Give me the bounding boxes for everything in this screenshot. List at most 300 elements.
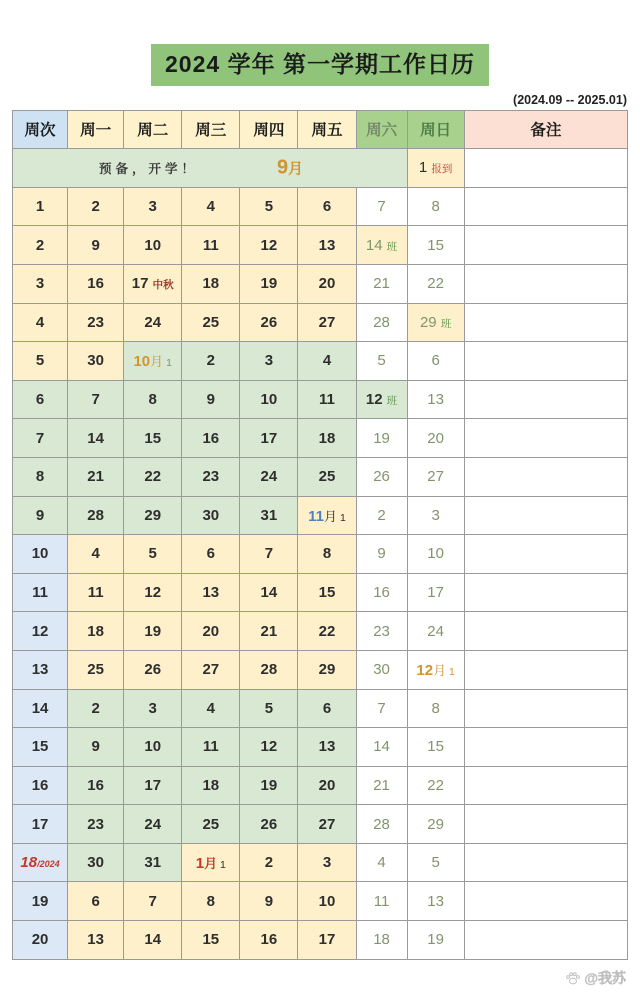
day-cell [124,650,182,689]
september-banner-cell [13,149,408,188]
day-cell [240,535,298,574]
text-part: 4 [206,699,215,717]
text-part: 9 [264,892,274,910]
day-cell [124,226,182,265]
day-cell [356,535,407,574]
text-part: 5 [264,198,274,216]
text-part: 2 [206,352,215,370]
text-part: 14 [260,584,278,602]
text-part: 9 [35,506,45,524]
week-number-cell [13,650,68,689]
text-part: 24 [260,468,278,486]
day-cell [240,187,298,226]
text-part: 9 [377,545,386,563]
text-part: 29 [144,506,162,524]
day-cell [68,650,124,689]
text-part: 8 [322,545,332,563]
column-header: 周次 [13,110,68,149]
text-part: 25 [202,815,220,833]
text-part: 17 [144,776,162,794]
day-cell [298,226,356,265]
text-part: 23 [87,815,104,833]
day-cell [356,766,407,805]
day-cell [68,496,124,535]
day-cell [407,342,464,381]
week-row [13,419,628,458]
week-number-cell [13,496,68,535]
day-cell [124,882,182,921]
day-cell [407,496,464,535]
text-part: 18 [318,429,336,447]
week-row [13,921,628,960]
text-part: 21 [87,468,104,486]
text-part: 8 [148,391,157,409]
week-number-cell [13,303,68,342]
banner-note: 预备，开学！ [99,161,199,176]
text-part: 月 [204,856,218,872]
text-part: 29 [318,661,336,679]
day-cell [356,380,407,419]
day-cell [240,380,298,419]
text-part: 26 [260,313,278,331]
paw-icon [565,970,581,986]
title-bar [0,44,640,86]
remark-cell [464,843,627,882]
text-part: 19 [144,622,162,640]
day-cell [68,535,124,574]
text-part: 9 [91,236,100,254]
text-part: 13 [318,738,336,756]
text-part: 22 [318,622,336,640]
remark-cell [464,921,627,960]
day-cell [68,728,124,767]
text-part: 30 [87,854,104,872]
day-cell [298,612,356,651]
text-part: 5 [377,352,386,370]
day-cell [124,689,182,728]
remark-cell [464,342,627,381]
day-cell [298,728,356,767]
remark-cell [464,496,627,535]
day-cell [182,342,240,381]
day-cell [240,264,298,303]
text-part: 14 [365,236,387,254]
day-cell [182,226,240,265]
text-part: 13 [427,892,444,910]
text-part: 15 [202,931,220,949]
text-part: 15 [144,429,162,447]
text-part: 3 [148,699,157,717]
week-number-cell [13,766,68,805]
text-part: 22 [427,776,444,794]
day-cell [356,921,407,960]
text-part: 31 [144,854,162,872]
text-part: 2 [91,198,100,216]
week-row [13,573,628,612]
text-part: 3 [431,506,440,524]
day-cell [124,612,182,651]
text-part: 28 [373,815,390,833]
day-cell [182,496,240,535]
day-cell [407,535,464,574]
column-header: 周五 [298,110,356,149]
text-part: 20 [31,931,49,949]
text-part: 20 [318,776,336,794]
text-part: 14 [373,738,390,756]
remark-cell [464,149,627,188]
day-cell [407,843,464,882]
day-cell [68,766,124,805]
text-part: 10 [31,545,49,563]
day-cell [68,612,124,651]
week-row [13,342,628,381]
text-part: 1 [446,666,455,679]
day-cell [356,843,407,882]
text-part: 30 [373,661,390,679]
text-part: 3 [322,854,332,872]
day-cell [298,264,356,303]
day-cell [407,226,464,265]
text-part: 16 [202,429,220,447]
text-part: 10 [144,738,162,756]
text-part: 16 [31,776,49,794]
text-part: 5 [35,352,45,370]
day-cell [356,342,407,381]
day-cell [407,149,464,188]
text-part: 6 [206,545,215,563]
day-cell [182,921,240,960]
day-cell [124,535,182,574]
week-row [13,535,628,574]
day-cell [182,303,240,342]
day-cell [298,535,356,574]
text-part: 13 [202,584,220,602]
text-part: 25 [202,313,220,331]
week-row [13,843,628,882]
week-number-cell [13,921,68,960]
week-number-cell [13,380,68,419]
day-cell [356,805,407,844]
text-part: 24 [144,815,162,833]
week-row [13,226,628,265]
text-part: 2 [264,854,274,872]
text-part: 26 [373,468,390,486]
text-part: 21 [373,275,390,293]
text-part: 10 [260,391,278,409]
text-part: 19 [260,776,278,794]
day-cell [68,457,124,496]
text-part: 13 [427,391,444,409]
day-cell [182,843,240,882]
week-row [13,496,628,535]
text-part: 29 [427,815,444,833]
day-cell [68,805,124,844]
day-cell [68,882,124,921]
calendar-body [13,149,628,959]
text-part: 30 [202,506,220,524]
day-cell [124,457,182,496]
text-part: 4 [91,545,100,563]
text-part: 19 [260,275,278,293]
day-cell [240,419,298,458]
day-cell [240,882,298,921]
day-cell [124,766,182,805]
text-part: 28 [260,661,278,679]
remark-cell [464,303,627,342]
text-part: 5 [431,854,440,872]
day-cell [356,303,407,342]
remark-cell [464,766,627,805]
week-number-cell [13,805,68,844]
text-part: 7 [35,429,45,447]
text-part: 8 [431,198,440,216]
text-part: 23 [373,622,390,640]
text-part: 17 [318,931,336,949]
day-cell [182,882,240,921]
week-number-cell [13,342,68,381]
text-part: 26 [144,661,162,679]
text-part: 4 [35,313,45,331]
day-cell [407,805,464,844]
text-part: 2 [35,236,45,254]
text-part: 26 [260,815,278,833]
day-cell [124,921,182,960]
day-cell [240,342,298,381]
text-part: 16 [373,584,390,602]
header-row [13,110,628,149]
day-cell [124,805,182,844]
day-cell [240,457,298,496]
text-part: 27 [318,815,336,833]
day-cell [124,496,182,535]
week-number-cell [13,882,68,921]
day-cell [356,264,407,303]
text-part: 班 [440,317,452,330]
day-cell [356,650,407,689]
day-cell [124,342,182,381]
remark-cell [464,728,627,767]
text-part: 12 [260,236,278,254]
text-part: 中秋 [152,279,174,292]
text-part: 15 [427,738,444,756]
text-part: 6 [91,892,100,910]
day-cell [68,303,124,342]
day-cell [356,573,407,612]
text-part: 10 [133,353,151,371]
week-number-cell [13,226,68,265]
text-part: 25 [87,661,104,679]
text-part: 7 [264,545,274,563]
week-number-cell [13,264,68,303]
text-part: 16 [87,776,104,794]
text-part: 4 [377,854,386,872]
day-cell [182,419,240,458]
text-part: 19 [31,892,49,910]
day-cell [68,921,124,960]
day-cell [182,766,240,805]
text-part: 10 [318,892,336,910]
day-cell [182,612,240,651]
text-part: 9 [277,156,289,179]
text-part: 2 [91,699,100,717]
day-cell [407,380,464,419]
column-header: 周四 [240,110,298,149]
text-part: 5 [148,545,157,563]
day-cell [68,843,124,882]
remark-cell [464,805,627,844]
text-part: 月 [433,663,447,679]
day-cell [182,187,240,226]
day-cell [124,419,182,458]
week-row [13,187,628,226]
week-number-cell [13,689,68,728]
text-part: 6 [322,198,332,216]
day-cell [240,612,298,651]
day-cell [124,843,182,882]
day-cell [124,573,182,612]
text-part: 月 [324,508,338,524]
day-cell [240,805,298,844]
text-part: 17 [131,275,153,293]
remark-cell [464,457,627,496]
text-part: 14 [87,429,104,447]
week-row [13,689,628,728]
text-part: 13 [318,236,336,254]
day-cell [240,689,298,728]
text-part: 8 [35,468,45,486]
day-cell [298,882,356,921]
week-row [13,264,628,303]
text-part: 1 [337,511,346,524]
text-part: 28 [87,506,104,524]
text-part: 6 [431,352,440,370]
text-part: 22 [144,468,162,486]
text-part: 7 [148,892,157,910]
text-part: 12 [144,584,162,602]
day-cell [240,573,298,612]
text-part: 15 [31,738,49,756]
text-part: 21 [373,776,390,794]
text-part: 20 [318,275,336,293]
text-part: 18 [87,622,104,640]
week-row [13,380,628,419]
text-part: 11 [87,584,104,602]
day-cell [182,650,240,689]
day-cell [240,728,298,767]
day-cell [240,921,298,960]
text-part: 3 [148,198,157,216]
text-part: 17 [427,584,444,602]
day-cell [407,573,464,612]
day-cell [298,496,356,535]
day-cell [356,689,407,728]
day-cell [407,882,464,921]
remark-cell [464,612,627,651]
remark-cell [464,187,627,226]
text-part: 20 [427,429,444,447]
text-part: 25 [318,468,336,486]
day-cell [356,187,407,226]
text-part: 7 [91,391,100,409]
text-part: 15 [318,584,336,602]
text-part: 8 [431,699,440,717]
text-part: 23 [202,468,220,486]
day-cell [298,766,356,805]
week-number-cell [13,419,68,458]
week-number-cell [13,843,68,882]
calendar-header [13,110,628,149]
column-header: 周三 [182,110,240,149]
remark-cell [464,573,627,612]
text-part: 27 [202,661,220,679]
week-row [13,882,628,921]
day-cell [68,187,124,226]
week-number-cell [13,573,68,612]
text-part: 15 [427,236,444,254]
day-cell [298,650,356,689]
day-cell [407,650,464,689]
text-part: 10 [427,545,444,563]
remark-cell [464,264,627,303]
remark-cell [464,419,627,458]
text-part: 19 [373,429,390,447]
day-cell [240,226,298,265]
text-part: 11 [32,584,48,602]
text-part: /2024 [37,859,60,870]
column-header: 周六 [356,110,407,149]
calendar-page [0,44,640,1005]
day-cell [356,728,407,767]
day-cell [298,805,356,844]
week-row [13,612,628,651]
text-part: 13 [87,931,104,949]
text-part: 班 [386,395,398,408]
text-part: 5 [264,699,274,717]
text-part: 12 [365,391,387,409]
day-cell [124,380,182,419]
day-cell [124,264,182,303]
day-cell [356,612,407,651]
text-part: 24 [427,622,444,640]
day-cell [124,728,182,767]
remark-cell [464,689,627,728]
day-cell [240,496,298,535]
text-part: 1 [217,859,226,872]
day-cell [182,535,240,574]
text-part: 29 [419,313,441,331]
text-part: 11 [202,236,219,254]
text-part: 22 [427,275,444,293]
day-cell [298,457,356,496]
day-cell [68,380,124,419]
day-cell [298,689,356,728]
remark-cell [464,882,627,921]
month-banner-row [13,149,628,188]
day-cell [68,419,124,458]
text-part: 4 [206,198,215,216]
text-part: 30 [87,352,104,370]
watermark-text: @我苏 [584,970,626,986]
week-number-cell [13,535,68,574]
month-label [277,156,303,179]
day-cell [407,728,464,767]
text-part: 17 [260,429,278,447]
text-part: 月 [150,354,164,370]
text-part: 12 [31,622,49,640]
text-part: 6 [322,699,332,717]
week-row [13,650,628,689]
text-part: 7 [377,699,386,717]
